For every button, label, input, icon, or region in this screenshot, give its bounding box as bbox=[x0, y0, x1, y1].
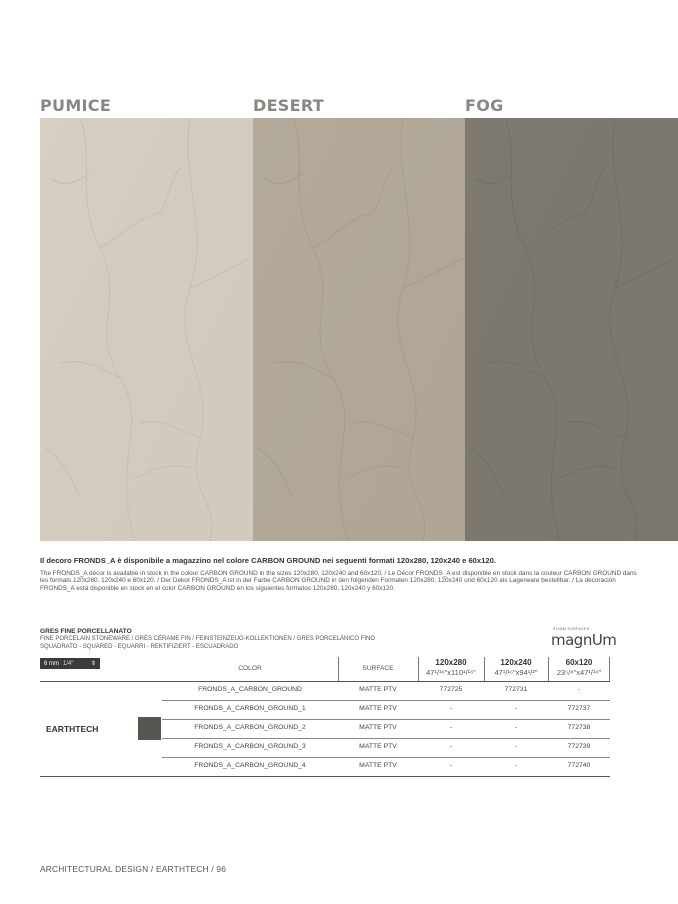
swatch-title-desert: DESERT bbox=[253, 96, 324, 115]
row-color: FRONDS_A_CARBON_GROUND_4 bbox=[194, 762, 306, 769]
row-surface: MATTE PTV bbox=[359, 686, 397, 693]
divider bbox=[418, 657, 419, 681]
intro-paragraph: The FRONDS_A décor is available in stock in the colour CARBON GROUND in the sizes 120x280, 120x240 and 60x120. / Le Décor FRONDS_A est disponible en stock dans la couleur CARBON GROUND dans les formats 120x280, 120x240 e 60x120. / Der Dekor FRONDS_A ist in der Farbe CARBON GROUND in den folgenden Formaten 120x280, 120x240 und 60x120 als Lagerware bestellbar. / La decoración FRONDS_A está disponible en stock en el color CARBON GROUND en los siguientes formatos 120x280, 120x240 y 60x120. bbox=[40, 570, 637, 592]
brand-tagline: SLIMM SURFACES bbox=[553, 627, 590, 631]
row-surface: MATTE PTV bbox=[359, 743, 397, 750]
table-row bbox=[162, 738, 610, 757]
swatch-texture bbox=[253, 118, 465, 541]
row-code-60x120: - bbox=[577, 686, 581, 693]
swatch-shade bbox=[40, 118, 253, 541]
brand-logo bbox=[548, 627, 617, 649]
row-code-60x120: 772738 bbox=[567, 724, 591, 731]
divider bbox=[609, 657, 610, 681]
row-color: FRONDS_A_CARBON_GROUND_1 bbox=[194, 705, 306, 712]
table-row bbox=[162, 681, 610, 700]
intro-heading: Il decoro FRONDS_A è disponibile a magazzino nel colore CARBON GROUND nei seguenti formati 120x280, 120x240 e 60x120. bbox=[40, 556, 496, 565]
size-header-120x240 bbox=[484, 658, 548, 680]
row-code-120x280: - bbox=[449, 743, 453, 750]
table-row bbox=[162, 719, 610, 738]
row-surface: MATTE PTV bbox=[359, 705, 397, 712]
color-header: COLOR bbox=[238, 665, 262, 672]
swatch-shade bbox=[465, 118, 678, 541]
row-code-60x120: 772739 bbox=[567, 743, 591, 750]
color-chip bbox=[138, 717, 161, 740]
brand-name: magnUm bbox=[551, 631, 617, 649]
swatch-shade bbox=[253, 118, 465, 541]
swatch-title-pumice: PUMICE bbox=[40, 96, 112, 115]
swatch-desert bbox=[253, 118, 465, 541]
row-color: FRONDS_A_CARBON_GROUND_2 bbox=[194, 724, 306, 731]
row-code-120x280: - bbox=[449, 762, 453, 769]
swatch-texture bbox=[465, 118, 678, 541]
product-title: GRES FINE PORCELLANATO bbox=[40, 628, 132, 635]
table-row bbox=[162, 757, 610, 776]
swatch-pumice bbox=[40, 118, 253, 541]
row-code-120x280: - bbox=[449, 705, 453, 712]
row-code-120x240: - bbox=[514, 724, 518, 731]
row-code-120x240: - bbox=[514, 743, 518, 750]
thickness-mm: 6 mm bbox=[44, 660, 59, 667]
row-color: FRONDS_A_CARBON_GROUND_3 bbox=[194, 743, 306, 750]
divider bbox=[484, 657, 485, 681]
row-code-120x240: - bbox=[514, 762, 518, 769]
row-surface: MATTE PTV bbox=[359, 762, 397, 769]
surface-header: SURFACE bbox=[362, 665, 394, 672]
swatch-fog bbox=[465, 118, 678, 541]
size-main: 60x120 bbox=[565, 658, 593, 667]
table-bottom-rule bbox=[40, 776, 610, 777]
arrows-vertical-icon: ⇕ bbox=[90, 661, 96, 667]
size-header-60x120 bbox=[548, 658, 610, 680]
table-row bbox=[162, 700, 610, 719]
product-edge: SQUADRATO - SQUARED - EQUARRI - REKTIFIZIERT - ESCUADRADO bbox=[40, 644, 239, 650]
size-main: 120x240 bbox=[500, 658, 532, 667]
swatch-title-fog: FOG bbox=[465, 96, 504, 115]
row-code-120x280: - bbox=[449, 724, 453, 731]
divider bbox=[548, 657, 549, 681]
size-inch: 47¹/¹⁶"x94¹/²" bbox=[494, 668, 538, 677]
row-code-120x280: 772725 bbox=[439, 686, 463, 693]
size-main: 120x280 bbox=[435, 658, 467, 667]
size-inch: 23⁵/⁸"x47¹/¹⁶" bbox=[556, 668, 602, 677]
size-header-120x280 bbox=[418, 658, 484, 680]
swatch-texture bbox=[40, 118, 253, 541]
size-inch: 47¹/¹⁶"x110¹/¹⁶" bbox=[426, 668, 476, 677]
row-surface: MATTE PTV bbox=[359, 724, 397, 731]
thickness-inch: 1/4" bbox=[63, 660, 74, 667]
collection-name: EARTHTECH bbox=[46, 724, 99, 734]
row-code-60x120: 772740 bbox=[567, 762, 591, 769]
page-footer: ARCHITECTURAL DESIGN / EARTHTECH / 96 bbox=[40, 864, 227, 874]
product-subtitle: FINE PORCELAIN STONEWARE / GRÈS CÉRAME FIN / FEINSTEINZEUG-KOLLEKTIONEN / GRES PORCELÁNICO FINO bbox=[40, 636, 376, 642]
row-code-60x120: 772737 bbox=[567, 705, 591, 712]
divider bbox=[338, 657, 339, 681]
row-code-120x240: - bbox=[514, 705, 518, 712]
thickness-badge bbox=[40, 658, 100, 669]
row-code-120x240: 772731 bbox=[504, 686, 528, 693]
row-color: FRONDS_A_CARBON_GROUND bbox=[198, 686, 302, 693]
